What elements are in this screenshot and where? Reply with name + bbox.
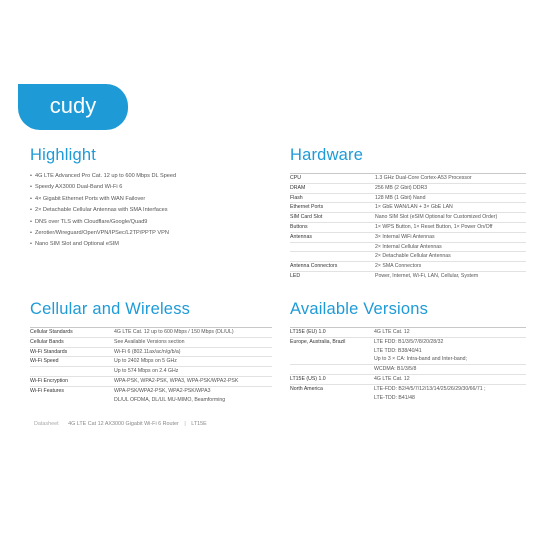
spec-label: North America (290, 384, 374, 393)
highlight-section (30, 146, 270, 251)
highlight-item (30, 171, 270, 182)
spec-value: WPA-PSK, WPA2-PSK, WPA3, WPA-PSK/WPA2-PSK (114, 376, 272, 386)
footer-model: LT15E (191, 421, 207, 427)
spec-value: 256 MB (2 Gbit) DDR3 (375, 183, 526, 193)
spec-label: SIM Card Slot (290, 213, 375, 223)
highlight-item-text: Zerotier/Wireguard/OpenVPN/IPSec/L2TP/PPTP VPN (34, 230, 169, 237)
table-row (290, 355, 526, 364)
spec-label: Buttons (290, 222, 375, 232)
spec-value: 4G LTE Cat. 12 up to 600 Mbps / 150 Mbps (DL/UL) (114, 328, 272, 338)
bullet-icon: • (30, 184, 32, 191)
spec-value: 4G LTE Cat. 12 (374, 328, 526, 338)
highlight-item (30, 205, 270, 216)
highlight-item (30, 239, 270, 250)
table-row (290, 232, 526, 242)
footer-product: 4G LTE Cat 12 AX3000 Gigabit Wi-Fi 6 Router (68, 421, 179, 427)
spec-label (290, 252, 375, 262)
spec-value: LTE-TDD: B41/48 (374, 394, 415, 401)
highlight-item-text: 2× Detachable Cellular Antennas with SMA Interfaces (34, 207, 168, 214)
spec-label: Antennas (290, 232, 375, 242)
highlight-item-text: 4× Gigabit Ethernet Ports with WAN Failover (34, 195, 146, 202)
spec-value: 2× Internal Cellular Antennas (375, 242, 526, 252)
versions-section (290, 300, 526, 402)
spec-label: DRAM (290, 183, 375, 193)
spec-value: 1× WPS Button, 1× Reset Button, 1× Power On/Off (375, 222, 526, 232)
spec-value: 2× SMA Connectors (375, 262, 526, 272)
table-row (30, 357, 272, 367)
table-row (290, 203, 526, 213)
spec-label: Cellular Bands (30, 337, 114, 347)
bullet-icon: • (30, 173, 32, 179)
table-row (290, 328, 526, 338)
table-row (290, 193, 526, 203)
table-row (30, 337, 272, 347)
spec-value: Nano SIM Slot (eSIM Optional for Customized Order) (375, 213, 526, 223)
spec-label (290, 242, 375, 252)
highlight-item-text: Nano SIM Slot and Optional eSIM (34, 241, 119, 248)
bullet-icon: • (30, 195, 32, 202)
spec-value: 3× Internal WiFi Antennas (375, 232, 526, 242)
footer-separator: | (184, 421, 186, 427)
table-row (30, 328, 272, 338)
spec-value: LTE FDD: B1/3/5/7/8/20/28/32 (374, 337, 526, 346)
spec-label (30, 396, 114, 405)
spec-value: Up to 3 × CA: Intra-band and Inter-band; (374, 356, 468, 363)
table-row (290, 242, 526, 252)
table-row (30, 386, 272, 395)
table-row (290, 394, 526, 403)
table-row (290, 347, 526, 356)
spec-value: LTE TDD: B38/40/41 (374, 347, 422, 354)
highlight-item (30, 182, 270, 193)
hardware-title: Hardware (290, 146, 364, 164)
footer-datasheet: Datasheet (34, 421, 59, 427)
bullet-icon: • (30, 230, 32, 237)
spec-label: Wi-Fi Standards (30, 347, 114, 357)
spec-value: 128 MB (1 Gbit) Nand (375, 193, 526, 203)
table-row (290, 374, 526, 384)
spec-value: WCDMA: B1/3/5/8 (374, 365, 526, 375)
spec-label: Wi-Fi Features (30, 386, 114, 395)
spec-label (290, 355, 374, 364)
cellular-table (30, 327, 272, 404)
spec-value: Power, Internet, Wi-Fi, LAN, Cellular, System (375, 271, 526, 280)
spec-value: Up to 574 Mbps on 2.4 GHz (114, 367, 272, 377)
bullet-icon: • (30, 207, 32, 214)
table-row (290, 183, 526, 193)
highlight-item-text: 4G LTE Advanced Pro Cat. 12 up to 600 Mbps DL Speed (34, 173, 177, 179)
highlight-item (30, 228, 270, 239)
spec-label: Wi-Fi Speed (30, 357, 114, 367)
highlight-item (30, 194, 270, 205)
spec-value: See Available Versions section (114, 337, 272, 347)
footer (34, 421, 207, 427)
logo-text: cudy (49, 93, 97, 118)
table-row (290, 262, 526, 272)
spec-label: Wi-Fi Encryption (30, 376, 114, 386)
spec-value: DL/UL OFDMA, DL/UL MU-MIMO, Beamforming (114, 396, 226, 403)
highlight-title: Highlight (30, 146, 97, 164)
hardware-table (290, 173, 526, 281)
spec-label: CPU (290, 174, 375, 184)
spec-label (290, 347, 374, 356)
spec-label: Ethernet Ports (290, 203, 375, 213)
spec-label (290, 365, 374, 375)
spec-label (30, 367, 114, 377)
spec-value: Wi-Fi 6 (802.11ax/ac/n/g/b/a) (114, 347, 272, 357)
versions-table (290, 327, 526, 402)
spec-label: Antenna Connectors (290, 262, 375, 272)
spec-value: LTE-FDD: B2/4/5/7/12/13/14/25/26/29/30/66/71 ; (374, 384, 526, 393)
cellular-section (30, 300, 272, 404)
table-row (290, 365, 526, 375)
spec-value: WPA-PSK/WPA2-PSK, WPA2-PSK/WPA3 (114, 386, 272, 395)
highlight-item-text: DNS over TLS with Cloudflare/Google/Quad9 (34, 218, 148, 225)
cudy-logo-mark (34, 92, 112, 122)
spec-label: Cellular Standards (30, 328, 114, 338)
table-row (290, 271, 526, 280)
spec-label (290, 394, 374, 403)
versions-title: Available Versions (290, 300, 429, 318)
spec-value: Up to 2402 Mbps on 5 GHz (114, 357, 272, 367)
table-row (290, 174, 526, 184)
spec-value: 1.3 GHz Dual-Core Cortex-A53 Processor (375, 174, 526, 184)
highlight-item (30, 217, 270, 228)
cellular-title: Cellular and Wireless (30, 300, 191, 318)
bullet-icon: • (30, 218, 32, 225)
spec-label: LED (290, 271, 375, 280)
spec-label: Europe, Australia, Brazil (290, 337, 374, 346)
table-row (290, 384, 526, 393)
bullet-icon: • (30, 241, 32, 248)
spec-label: LT15E (EU) 1.0 (290, 328, 374, 338)
table-row (290, 222, 526, 232)
table-row (30, 367, 272, 377)
spec-value: 2× Detachable Cellular Antennas (375, 252, 526, 262)
highlight-list (30, 171, 270, 251)
spec-value: 1× GbE WAN/LAN + 3× GbE LAN (375, 203, 526, 213)
table-row (30, 347, 272, 357)
table-row (290, 252, 526, 262)
table-row (290, 213, 526, 223)
table-row (30, 396, 272, 405)
table-row (290, 337, 526, 346)
spec-label: LT15E (US) 1.0 (290, 374, 374, 384)
cudy-logo (18, 84, 128, 130)
hardware-section (290, 146, 526, 281)
highlight-item-text: Speedy AX3000 Dual-Band Wi-Fi 6 (34, 184, 123, 191)
spec-value: 4G LTE Cat. 12 (374, 374, 526, 384)
spec-label: Flash (290, 193, 375, 203)
table-row (30, 376, 272, 386)
